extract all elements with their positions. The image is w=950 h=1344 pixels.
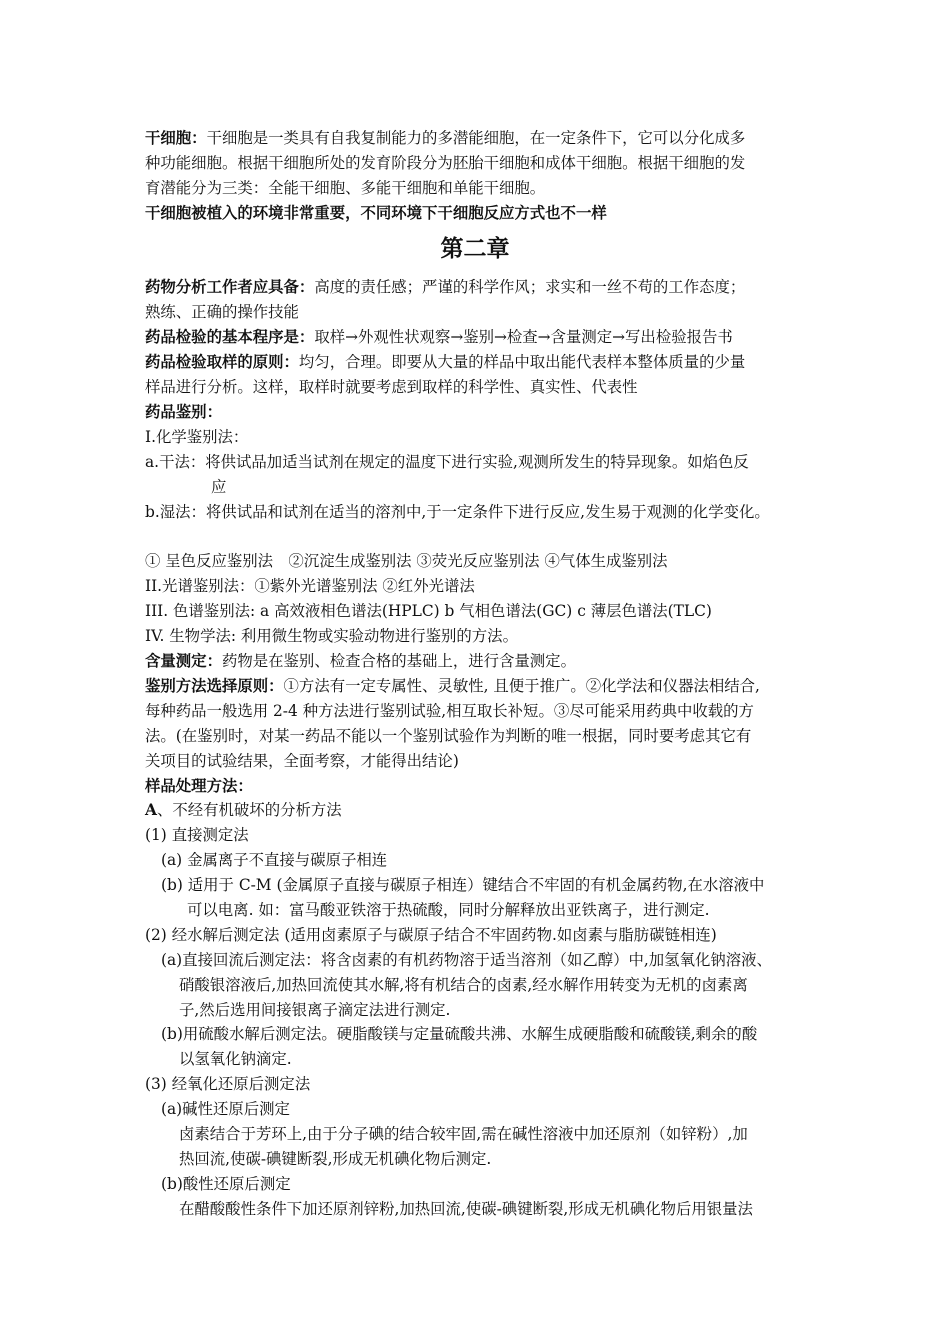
stem-cell-paragraph-line-3: 育潜能分为三类：全能干细胞、多能干细胞和单能干细胞。	[145, 179, 546, 197]
chemical-identification-title: I.化学鉴别法：	[145, 428, 249, 446]
item-3a-title: (a)碱性还原后测定	[161, 1100, 290, 1118]
chromatography-identification: III. 色谱鉴别法: a 高效液相色谱法(HPLC) b 气相色谱法(GC) c 薄层色谱法(TLC)	[145, 602, 712, 620]
dry-method-line-1: a.干法：将供试品加适当试剂在规定的温度下进行实验,观测所发生的特异现象。如焰色反	[145, 453, 749, 471]
analyst-line-1	[145, 275, 745, 299]
item-2a-line-1: (a)直接回流后测定法：将含卤素的有机药物溶于适当溶剂（如乙醇）中,加氢氧化钠溶液、	[161, 951, 772, 969]
sample-processing-label: 样品处理方法：	[145, 777, 253, 795]
procedure-label: 药品检验的基本程序是：	[145, 328, 315, 346]
method-selection-text: ①方法有一定专属性、灵敏性, 且便于推广。②化学法和仪器法相结合,	[283, 677, 760, 695]
method-selection-line-2: 每种药品一般选用 2-4 种方法进行鉴别试验,相互取长补短。③尽可能采用药典中收载的方	[145, 702, 754, 720]
biological-identification: IV. 生物学法: 利用微生物或实验动物进行鉴别的方法。	[145, 627, 518, 645]
procedure-line	[145, 325, 733, 349]
method-selection-label: 鉴别方法选择原则：	[145, 677, 284, 695]
method-selection-line-3: 法。(在鉴别时，对某一药品不能以一个鉴别试验作为判断的唯一根据，同时要考虑其它有	[145, 727, 752, 745]
assay-label: 含量测定：	[145, 652, 222, 670]
method-selection-line-4: 关项目的试验结果，全面考察，才能得出结论)	[145, 752, 459, 770]
item-3-heading: (3) 经氧化还原后测定法	[145, 1075, 311, 1093]
stem-cell-paragraph-line-2: 种功能细胞。根据干细胞所处的发育阶段分为胚胎干细胞和成体干细胞。根据干细胞的发	[145, 154, 746, 172]
assay-text: 药物是在鉴别、检查合格的基础上，进行含量测定。	[221, 652, 576, 670]
assay-line	[145, 649, 576, 673]
sampling-label: 药品检验取样的原则：	[145, 353, 299, 371]
item-3b-title: (b)酸性还原后测定	[161, 1175, 291, 1193]
section-a-heading	[145, 798, 342, 822]
analyst-line-2: 熟练、正确的操作技能	[145, 303, 299, 321]
stem-cell-label: 干细胞：	[145, 129, 207, 147]
procedure-text: 取样→外观性状观察→鉴别→检查→含量测定→写出检验报告书	[314, 328, 733, 346]
chemical-methods-list: ① 呈色反应鉴别法 ②沉淀生成鉴别法 ③荧光反应鉴别法 ④气体生成鉴别法	[145, 552, 668, 570]
item-3a-line-1: 卤素结合于芳环上,由于分子碘的结合较牢固,需在碱性溶液中加还原剂（如锌粉）,加	[179, 1125, 748, 1143]
sampling-text: 均匀，合理。即要从大量的样品中取出能代表样本整体质量的少量	[298, 353, 746, 371]
item-2a-line-2: 硝酸银溶液后,加热回流使其水解,将有机结合的卤素,经水解作用转变为无机的卤素离	[179, 976, 748, 994]
sampling-line-2: 样品进行分析。这样，取样时就要考虑到取样的科学性、真实性、代表性	[145, 378, 638, 396]
identification-label: 药品鉴别：	[145, 403, 222, 421]
section-a-letter: A	[145, 801, 157, 819]
item-2b-line-1: (b)用硫酸水解后测定法。硬脂酸镁与定量硫酸共沸、水解生成硬脂酸和硫酸镁,剩余的酸	[161, 1025, 758, 1043]
wet-method-line: b.湿法：将供试品和试剂在适当的溶剂中,于一定条件下进行反应,发生易于观测的化学变化。	[145, 503, 770, 521]
analyst-label: 药物分析工作者应具备：	[145, 278, 315, 296]
dry-method-line-2: 应	[211, 478, 227, 496]
item-1b-line-2: 可以电离. 如：富马酸亚铁溶于热硫酸，同时分解释放出亚铁离子，进行测定.	[187, 901, 710, 919]
item-1a: (a) 金属离子不直接与碳原子相连	[161, 851, 388, 869]
stem-cell-text: 干细胞是一类具有自我复制能力的多潜能细胞，在一定条件下，它可以分化成多	[206, 129, 746, 147]
spectral-identification: II.光谱鉴别法：①紫外光谱鉴别法 ②红外光谱法	[145, 577, 475, 595]
analyst-text: 高度的责任感；严谨的科学作风；求实和一丝不苟的工作态度；	[314, 278, 746, 296]
section-a-text: 、不经有机破坏的分析方法	[156, 801, 342, 819]
item-2b-line-2: 以氢氧化钠滴定.	[179, 1050, 292, 1068]
item-3b-line-1: 在醋酸酸性条件下加还原剂锌粉,加热回流,使碳-碘键断裂,形成无机碘化物后用银量法	[179, 1200, 753, 1218]
stem-cell-paragraph-line-1	[145, 126, 745, 150]
sampling-line-1	[145, 350, 745, 374]
chapter-title: 第二章	[440, 235, 510, 262]
item-2a-line-3: 子,然后选用间接银离子滴定法进行测定.	[179, 1001, 451, 1019]
method-selection-line-1	[145, 674, 760, 698]
stem-cell-emphasis: 干细胞被植入的环境非常重要，不同环境下干细胞反应方式也不一样	[145, 204, 607, 222]
item-1b-line-1: (b) 适用于 C-M (金属原子直接与碳原子相连）键结合不牢固的有机金属药物,在水溶液中	[161, 876, 765, 894]
item-1-heading: (1) 直接测定法	[145, 826, 249, 844]
item-2-heading: (2) 经水解后测定法 (适用卤素原子与碳原子结合不牢固药物.如卤素与脂肪碳链相连)	[145, 926, 717, 944]
item-3a-line-2: 热回流,使碳-碘键断裂,形成无机碘化物后测定.	[179, 1150, 492, 1168]
